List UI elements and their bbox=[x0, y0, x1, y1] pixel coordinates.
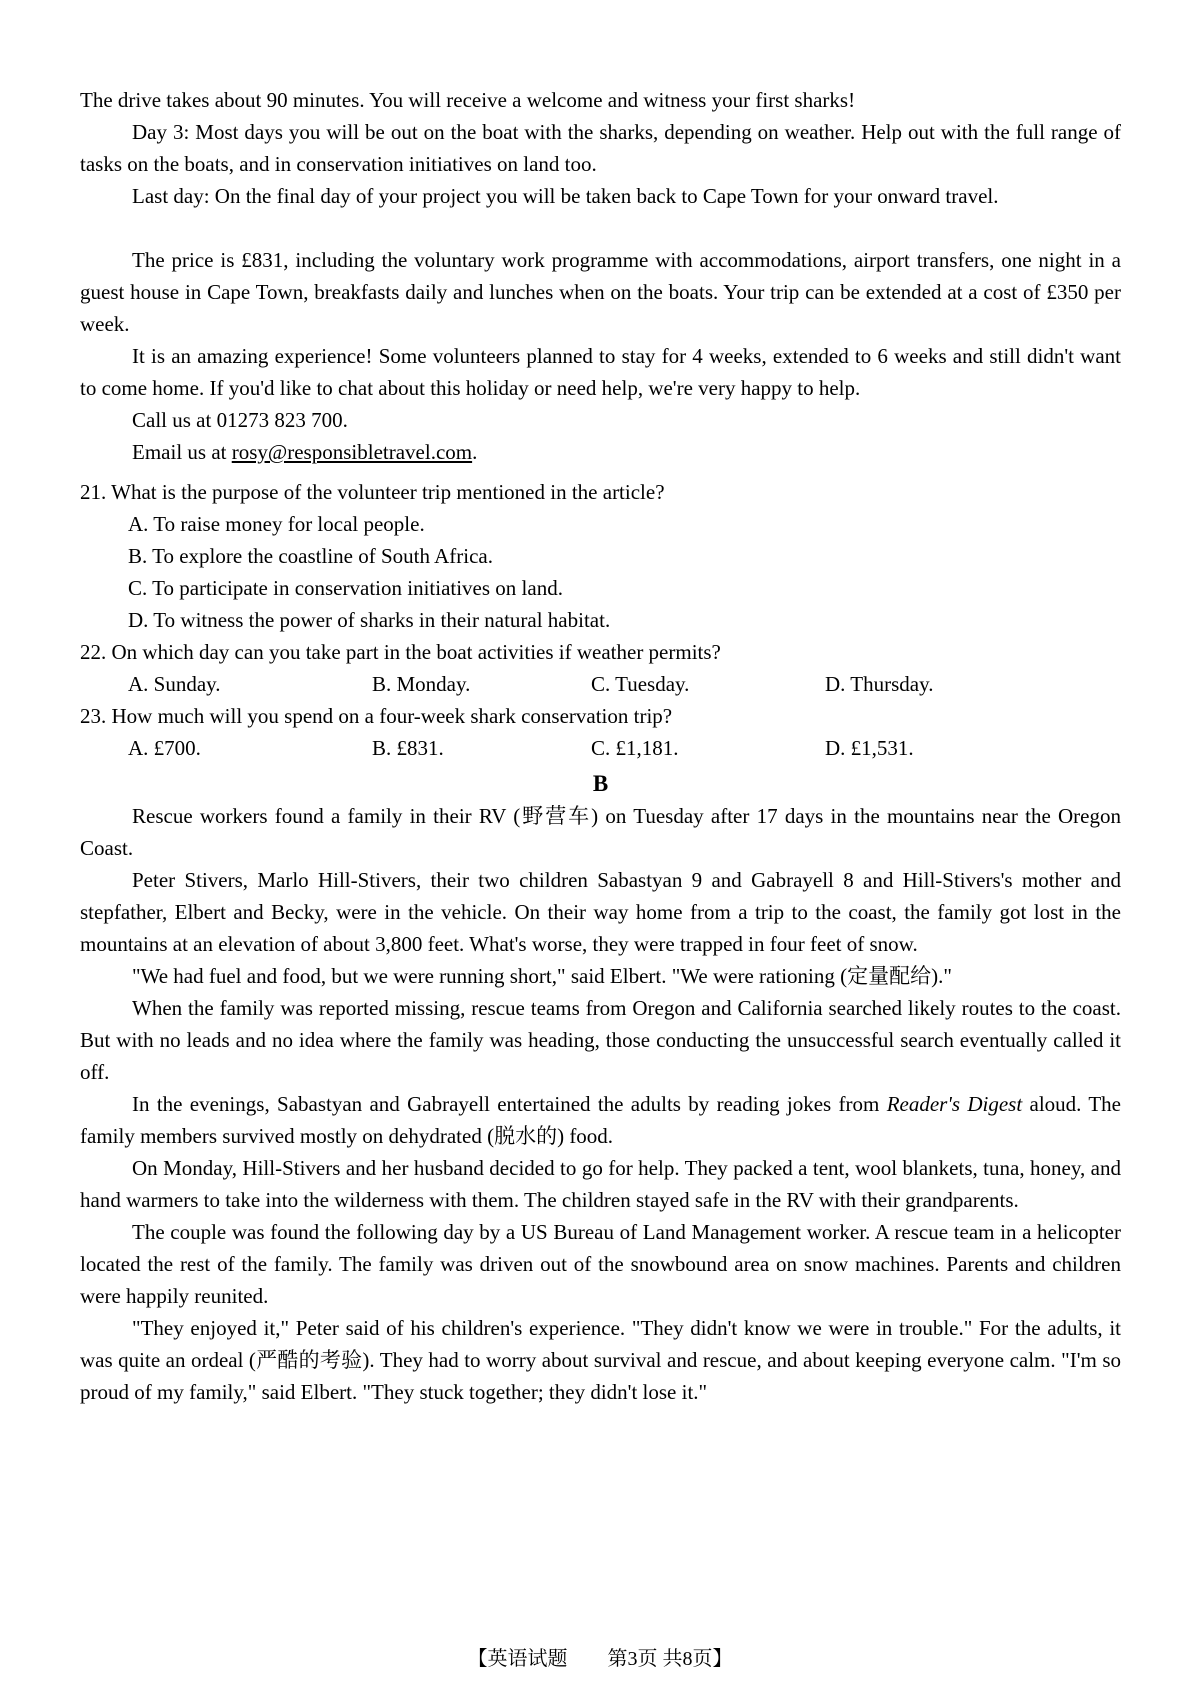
passage-b-paragraph-enjoyed: "They enjoyed it," Peter said of his children's experience. "They didn't know we were in trouble." For the adults, it was quite an ordeal (严酷的考验). They had to worry about survival and rescue, and about keeping everyone calm. "I'm so proud of my family," said Elbert. "They stuck together; they didn't lose it." bbox=[80, 1316, 1121, 1404]
passage-b-paragraph-evenings bbox=[80, 1088, 1121, 1152]
page-footer: 【英语试题 第3页 共8页】 bbox=[467, 1648, 733, 1670]
article-a-paragraph-experience: It is an amazing experience! Some volunteers planned to stay for 4 weeks, extended to 6 weeks and still didn't want to come home. If you'd like to chat about this holiday or need help, we're very happy to help. bbox=[80, 344, 1121, 400]
section-b-heading: B bbox=[592, 771, 609, 796]
question-21-option-a: A. To raise money for local people. bbox=[128, 512, 425, 536]
question-22-stem: 22. On which day can you take part in the boat activities if weather permits? bbox=[80, 640, 721, 664]
article-a-paragraph-drive: The drive takes about 90 minutes. You will receive a welcome and witness your first sharks! bbox=[80, 88, 856, 112]
question-23 bbox=[80, 700, 1121, 764]
question-22-option-c: C. Tuesday. bbox=[591, 672, 690, 696]
question-21-options bbox=[80, 508, 1121, 636]
readers-digest-title: Reader's Digest bbox=[886, 1092, 1023, 1116]
article-a-paragraph-email bbox=[80, 436, 1121, 468]
email-prefix: Email us at bbox=[132, 440, 232, 464]
passage-b-paragraph-fuel: "We had fuel and food, but we were running short," said Elbert. "We were rationing (定量配给)." bbox=[132, 964, 952, 988]
question-22 bbox=[80, 636, 1121, 700]
article-a-paragraph-price: The price is £831, including the voluntary work programme with accommodations, airport transfers, one night in a guest house in Cape Town, breakfasts daily and lunches when on the boats. Your trip can be extended at a cost of £350 per week. bbox=[80, 248, 1121, 336]
passage-b-paragraph-search: When the family was reported missing, rescue teams from Oregon and California searched likely routes to the coast. But with no leads and no idea where the family was heading, those conducting the unsuccessful search eventually called it off. bbox=[80, 996, 1121, 1084]
question-21-option-c: C. To participate in conservation initiatives on land. bbox=[128, 576, 563, 600]
question-22-options bbox=[80, 668, 1121, 700]
email-suffix: . bbox=[472, 440, 478, 464]
question-21-option-d: D. To witness the power of sharks in their natural habitat. bbox=[128, 608, 611, 632]
question-23-option-b: B. £831. bbox=[372, 736, 444, 760]
question-21-option-b: B. To explore the coastline of South Africa. bbox=[128, 544, 493, 568]
question-23-options bbox=[80, 732, 1121, 764]
passage-b-paragraph-family: Peter Stivers, Marlo Hill-Stivers, their two children Sabastyan 9 and Gabrayell 8 and Hill-Stivers's mother and stepfather, Elbert and Becky, were in the vehicle. On their way home from a trip to the coast, the family got lost in the mountains at an elevation of about 3,800 feet. What's worse, they were trapped in four feet of snow. bbox=[80, 868, 1121, 956]
question-22-option-d: D. Thursday. bbox=[825, 672, 934, 696]
page-content bbox=[80, 84, 1121, 1408]
passage-b-paragraph-found: The couple was found the following day by a US Bureau of Land Management worker. A rescue team in a helicopter located the rest of the family. The family was driven out of the snowbound area on snow machines. Parents and children were happily reunited. bbox=[80, 1220, 1121, 1308]
question-21-stem: 21. What is the purpose of the volunteer trip mentioned in the article? bbox=[80, 480, 665, 504]
question-23-stem: 23. How much will you spend on a four-week shark conservation trip? bbox=[80, 704, 673, 728]
passage-b-evenings-text-end: aloud. The family members survived mostly on dehydrated (脱水的) food. bbox=[80, 1092, 1121, 1148]
passage-b-evenings-text: In the evenings, Sabastyan and Gabrayell entertained the adults by reading jokes from bbox=[132, 1092, 887, 1116]
article-a-paragraph-call: Call us at 01273 823 700. bbox=[132, 408, 348, 432]
passage-b-paragraph-rescue: Rescue workers found a family in their RV (野营车) on Tuesday after 17 days in the mountains near the Oregon Coast. bbox=[80, 804, 1121, 860]
article-a-paragraph-lastday: Last day: On the final day of your project you will be taken back to Cape Town for your onward travel. bbox=[132, 184, 999, 208]
question-23-option-c: C. £1,181. bbox=[591, 736, 679, 760]
email-link[interactable]: rosy@responsibletravel.com bbox=[231, 440, 473, 464]
question-22-option-a: A. Sunday. bbox=[128, 672, 221, 696]
article-a-paragraph-day3: Day 3: Most days you will be out on the boat with the sharks, depending on weather. Help out with the full range of tasks on the boats, and in conservation initiatives on land too. bbox=[80, 120, 1121, 176]
question-21 bbox=[80, 476, 1121, 636]
question-22-option-b: B. Monday. bbox=[372, 672, 471, 696]
question-23-option-d: D. £1,531. bbox=[825, 736, 914, 760]
question-23-option-a: A. £700. bbox=[128, 736, 201, 760]
blank-line bbox=[80, 212, 1121, 244]
passage-b-paragraph-monday: On Monday, Hill-Stivers and her husband decided to go for help. They packed a tent, wool blankets, tuna, honey, and hand warmers to take into the wilderness with them. The children stayed safe in the RV with their grandparents. bbox=[80, 1156, 1121, 1212]
